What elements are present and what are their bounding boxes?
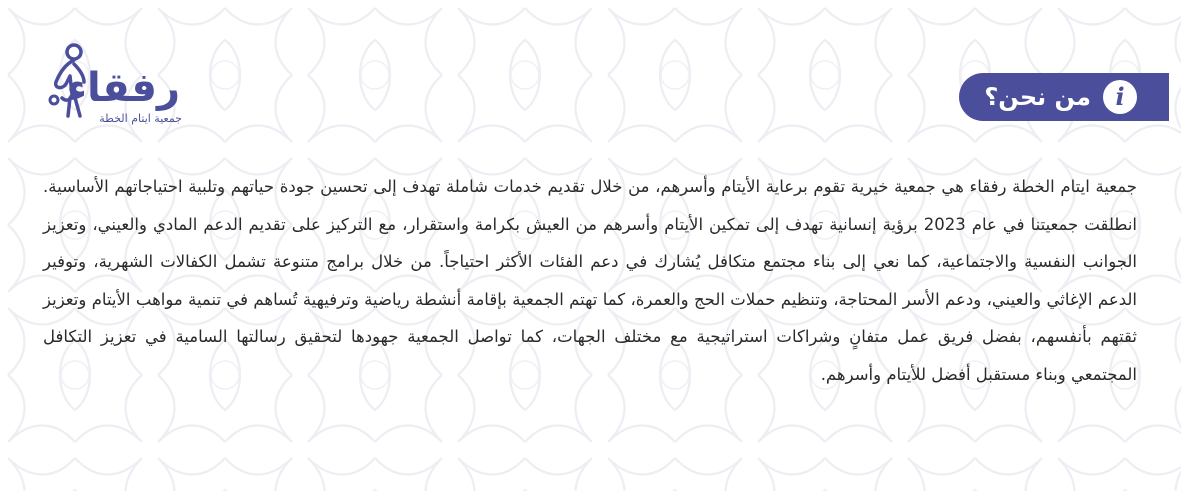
logo-subtitle: جمعية ايتام الخطة [99, 112, 182, 125]
logo-wordmark: رفقاء [66, 65, 180, 111]
section-heading [959, 73, 1169, 121]
about-paragraph: جمعية ايتام الخطة رفقاء هي جمعية خيرية تقوم برعاية الأيتام وأسرهم، من خلال تقديم خدمات شاملة تهدف إلى تحسين جودة حياتهم وتلبية احتياجاتهم الأساسية. انطلقت جمعيتنا في عام 2023 برؤية إنسانية تهدف إلى تمكين الأيتام وأسرهم من العيش بكرامة واستقرار، مع التركيز على تقديم الدعم المادي والعيني، وتعزيز الجوانب النفسية والاجتماعية، كما نعي إلى بناء مجتمع متكافل يُشارك في دعم الفئات الأكثر احتياجاً. من خلال برامج متنوعة تشمل الكفالات الشهرية، وتوفير الدعم الإغاثي والعيني، ودعم الأسر المحتاجة، وتنظيم حملات الحج والعمرة، كما تهتم الجمعية بإقامة أنشطة رياضية وترفيهية تُساهم في تنمية مواهب الأيتام وتعزيز ثقتهم بأنفسهم، بفضل فريق عمل متفانٍ وشراكات استراتيجية مع مختلف الجهات، كما تواصل الجمعية جهودها لتحقيق رسالتها السامية في تعزيز التكافل المجتمعي وبناء مستقبل أفضل للأيتام وأسرهم. [43, 177, 1137, 384]
logo [38, 40, 188, 130]
info-icon [1103, 80, 1137, 114]
info-icon-glyph: i [1115, 82, 1125, 111]
section-title: من نحن؟ [984, 83, 1091, 111]
